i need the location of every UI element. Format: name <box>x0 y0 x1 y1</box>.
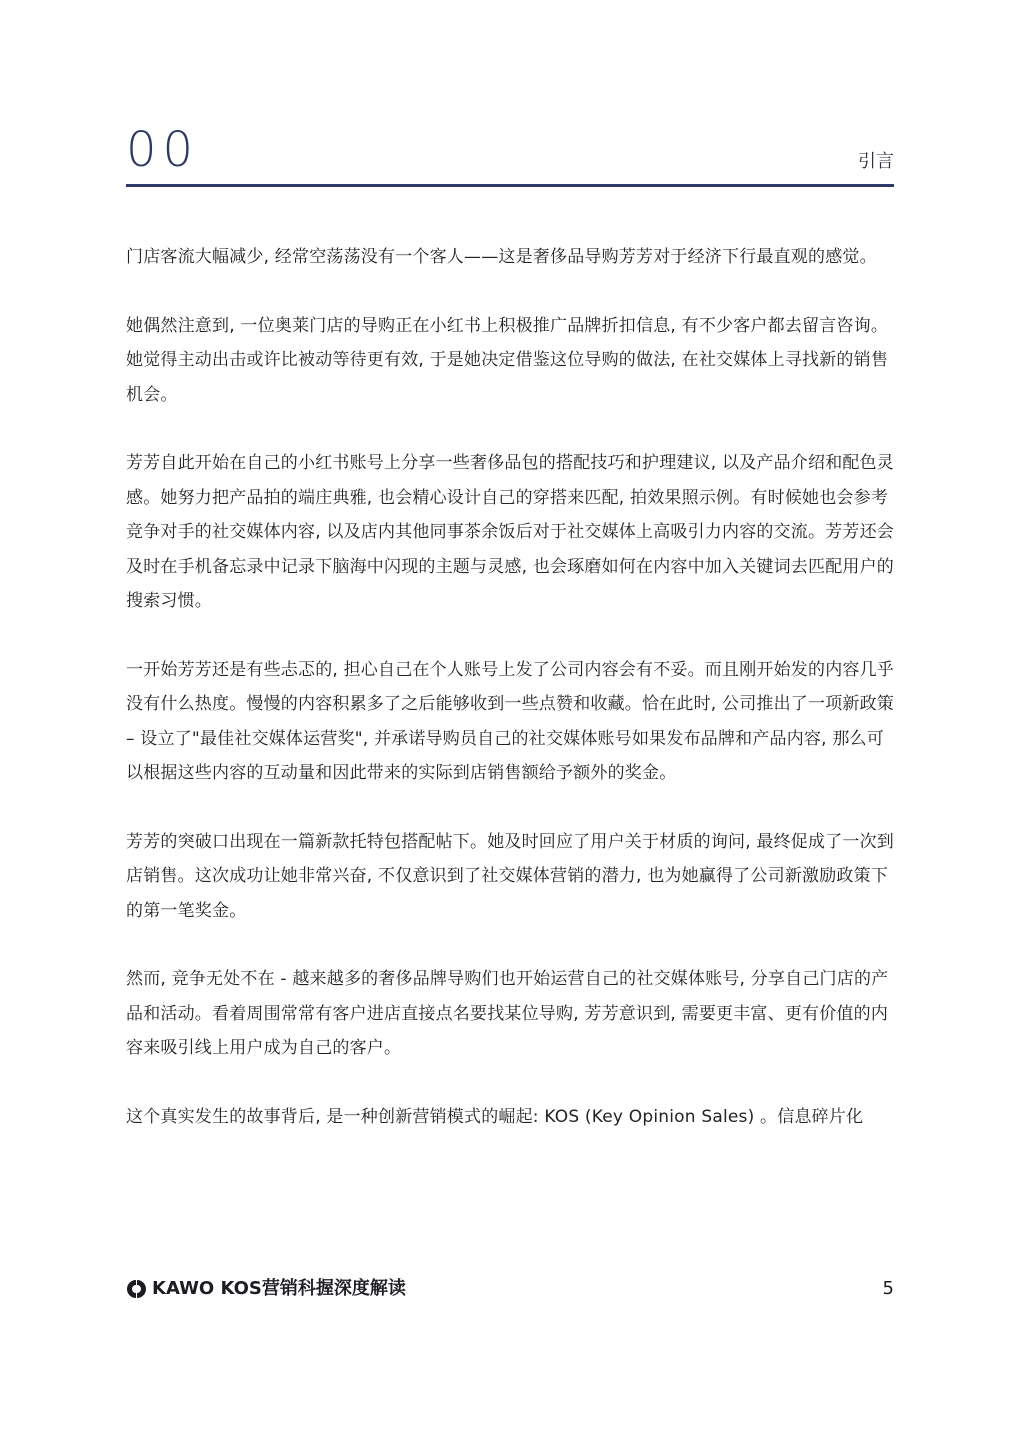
kawo-logo-icon <box>126 1279 146 1299</box>
body-text <box>126 240 894 1168</box>
header-rule <box>126 184 894 187</box>
paragraph-4: 一开始芳芳还是有些忐忑的, 担心自己在个人账号上发了公司内容会有不妥。而且刚开始发的内容几乎没有什么热度。慢慢的内容积累多了之后能够收到一些点赞和收藏。恰在此时, 公司推出了一项新政策 – 设立了"最佳社交媒体运营奖", 并承诺导购员自己的社交媒体账号如果发布品牌和产品内容, 那么可以根据这些内容的互动量和因此带来的实际到店销售额给予额外的奖金。 <box>126 659 895 783</box>
section-title: 引言 <box>858 151 894 172</box>
paragraph-6: 然而, 竞争无处不在 - 越来越多的奢侈品牌导购们也开始运营自己的社交媒体账号, 分享自己门店的产品和活动。看着周围常常有客户进店直接点名要找某位导购, 芳芳意识到, 需要更丰富、更有价值的内容来吸引线上用户成为自己的客户。 <box>126 969 889 1058</box>
paragraph-3: 芳芳自此开始在自己的小红书账号上分享一些奢侈品包的搭配技巧和护理建议, 以及产品介绍和配色灵感。她努力把产品拍的端庄典雅, 也会精心设计自己的穿搭来匹配, 拍效果照示例。有时候她也会参考竞争对手的社交媒体内容, 以及店内其他同事茶余饭后对于社交媒体上高吸引力内容的交流。芳芳还会及时在手机备忘录中记录下脑海中闪现的主题与灵感, 也会琢磨如何在内容中加入关键词去匹配用户的搜索习惯。 <box>126 453 895 611</box>
paragraph-5: 芳芳的突破口出现在一篇新款托特包搭配帖下。她及时回应了用户关于材质的询问, 最终促成了一次到店销售。这次成功让她非常兴奋, 不仅意识到了社交媒体营销的潜力, 也为她赢得了公司新激励政策下的第一笔奖金。 <box>126 831 895 921</box>
footer <box>126 1276 894 1302</box>
brand-text: KAWO KOS营销科握深度解读 <box>152 1278 406 1299</box>
brand <box>126 1276 406 1302</box>
paragraph-7: 这个真实发生的故事背后, 是一种创新营销模式的崛起: KOS (Key Opinion Sales) 。信息碎片化 <box>126 1106 864 1127</box>
paragraph-1: 门店客流大幅减少, 经常空荡荡没有一个客人——这是奢侈品导购芳芳对于经济下行最直观的感觉。 <box>126 247 877 267</box>
paragraph-2: 她偶然注意到, 一位奥莱门店的导购正在小红书上积极推广品牌折扣信息, 有不少客户都去留言咨询。她觉得主动出击或许比被动等待更有效, 于是她决定借鉴这位导购的做法, 在社交媒体上寻找新的销售机会。 <box>126 315 889 405</box>
section-number: 00 <box>126 122 200 178</box>
page-number: 5 <box>882 1278 894 1299</box>
